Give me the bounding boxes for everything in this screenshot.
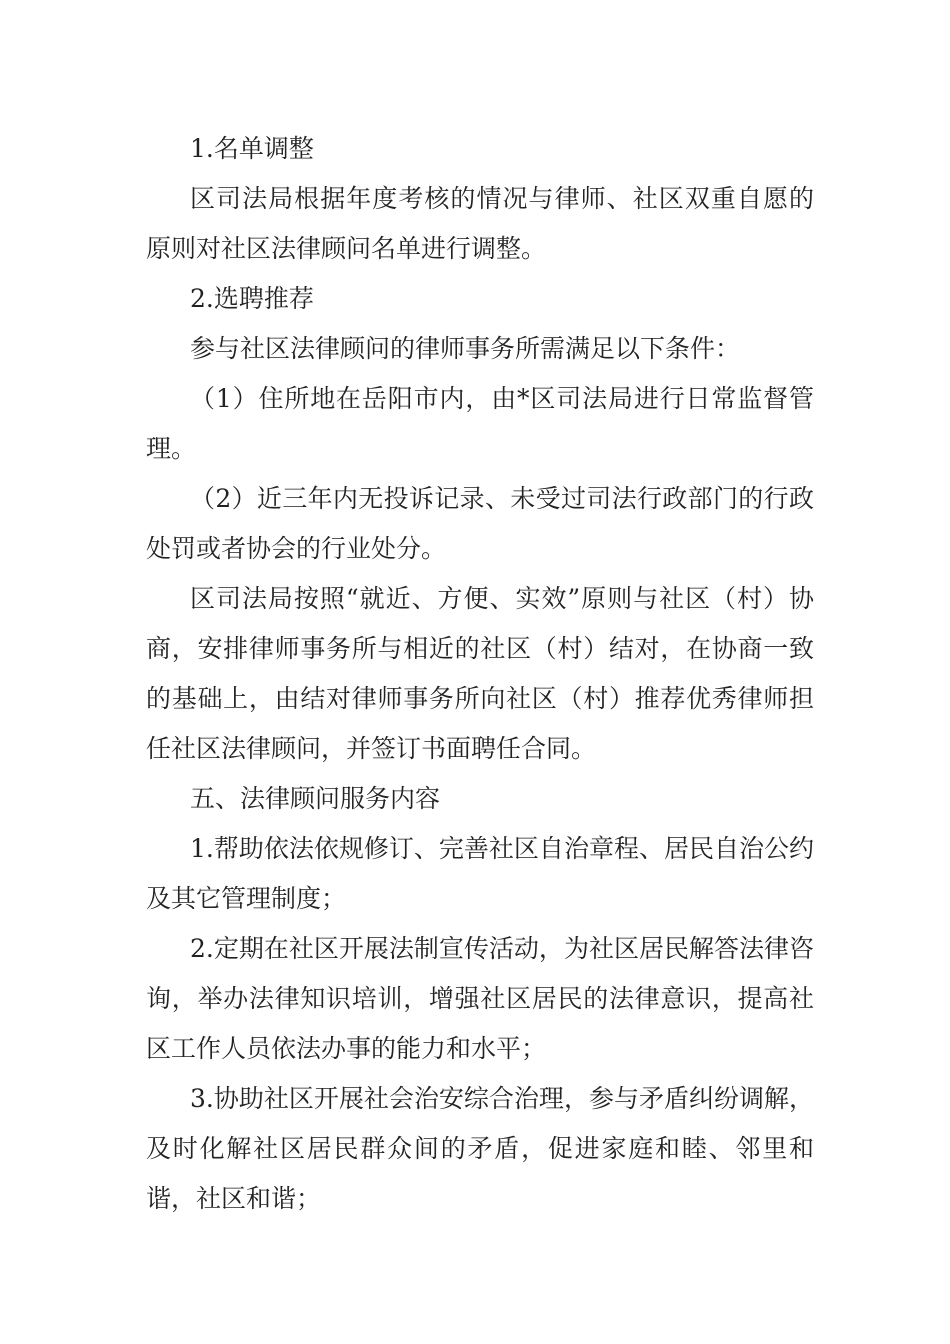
paragraph-list-adjustment: 区司法局根据年度考核的情况与律师、社区双重自愿的原则对社区法律顾问名单进行调整。 <box>146 184 814 263</box>
paragraph-conditions-intro: 参与社区法律顾问的律师事务所需满足以下条件： <box>190 334 741 363</box>
paragraph-service-1: 1.帮助依法依规修订、完善社区自治章程、居民自治公约及其它管理制度； <box>146 834 814 913</box>
paragraph-condition-1: （1）住所地在岳阳市内，由*区司法局进行日常监督管理。 <box>146 384 814 463</box>
paragraph-service-3: 3.协助社区开展社会治安综合治理，参与矛盾纠纷调解，及时化解社区居民群众间的矛盾，促进家庭和睦、邻里和谐，社区和谐； <box>146 1084 814 1213</box>
paragraph-pairing: 区司法局按照“就近、方便、实效”原则与社区（村）协商，安排律师事务所与相近的社区（村）结对，在协商一致的基础上，由结对律师事务所向社区（村）推荐优秀律师担任社区法律顾问，并签订书面聘任合同。 <box>146 584 814 763</box>
paragraph-condition-2: （2）近三年内无投诉记录、未受过司法行政部门的行政处罚或者协会的行业处分。 <box>146 484 814 563</box>
section-heading-service-content: 五、法律顾问服务内容 <box>190 784 441 813</box>
section-heading-list-adjustment: 1.名单调整 <box>190 134 314 163</box>
document-body <box>146 124 814 1224</box>
paragraph-service-2: 2.定期在社区开展法制宣传活动，为社区居民解答法律咨询，举办法律知识培训，增强社区居民的法律意识，提高社区工作人员依法办事的能力和水平； <box>146 934 814 1063</box>
section-heading-selection: 2.选聘推荐 <box>190 284 314 313</box>
